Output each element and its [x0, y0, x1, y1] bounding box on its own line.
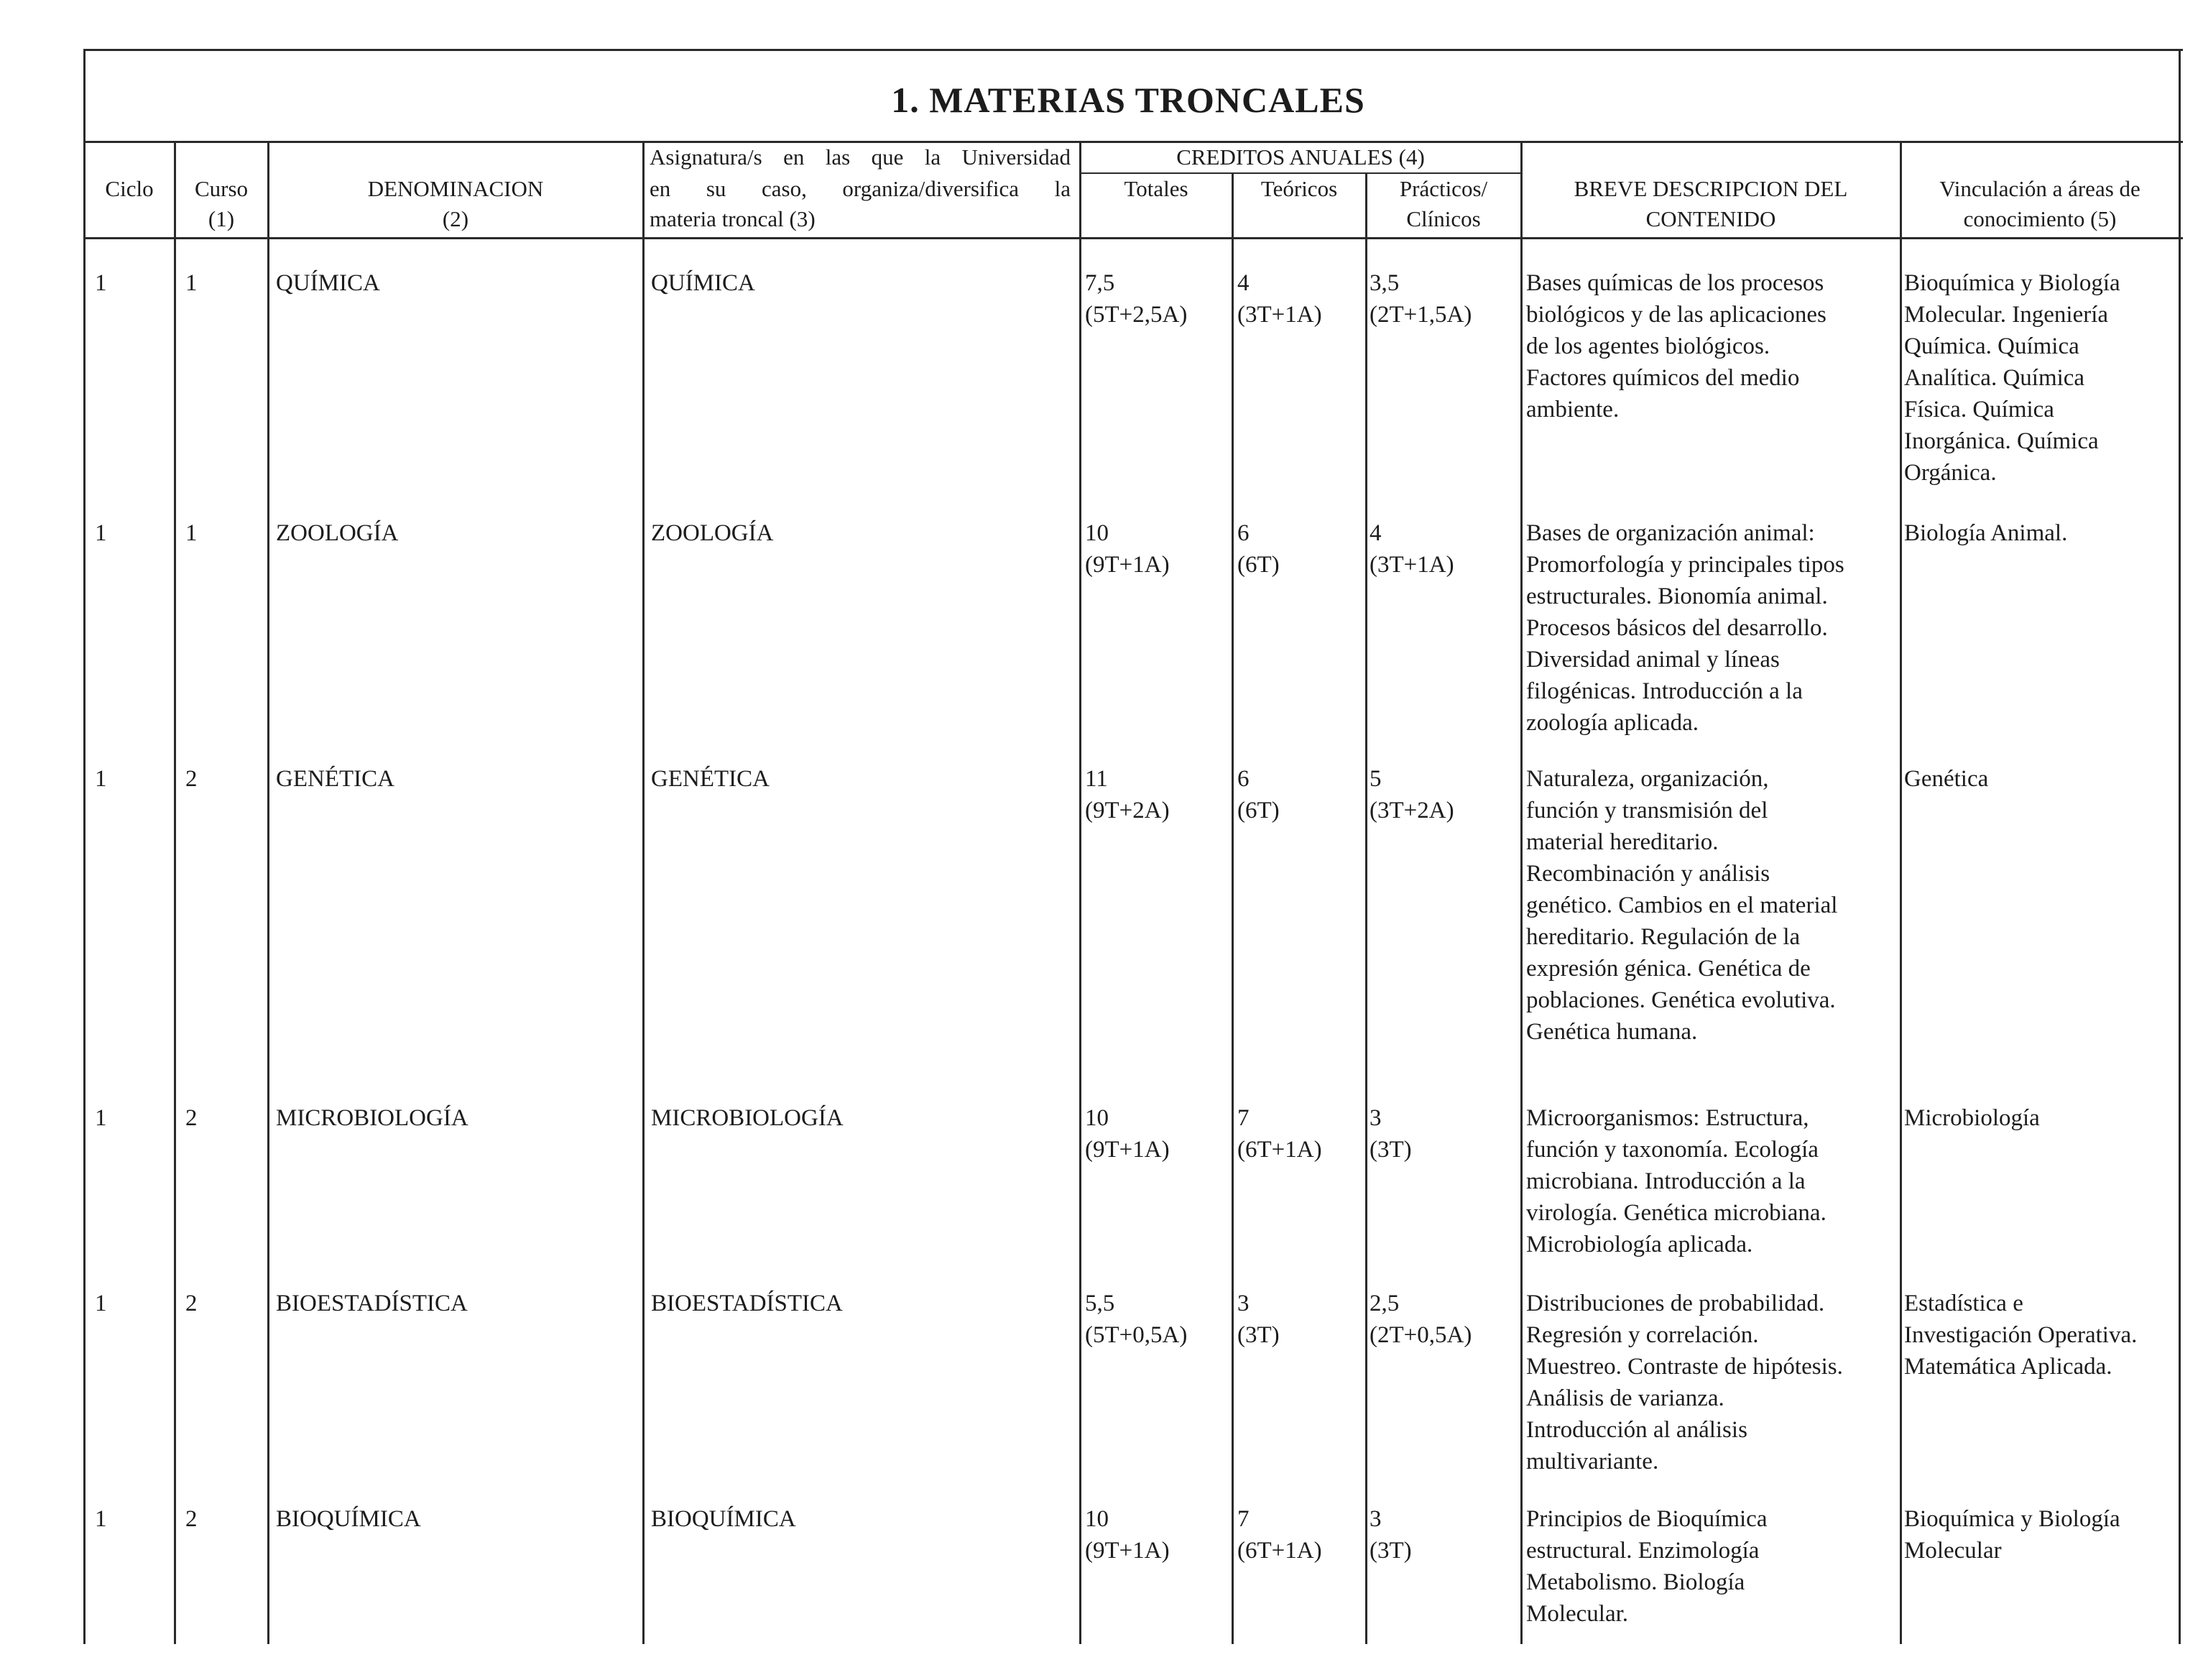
cell-denominacion: BIOESTADÍSTICA	[276, 1291, 468, 1316]
cell-asignatura: MICROBIOLOGÍA	[651, 1105, 844, 1131]
cell-vinculacion: Estadística e Investigación Operativa. Matemática Aplicada.	[1904, 1291, 2138, 1380]
header-asignatura-line1: Asignatura/s en las que la Universidad	[650, 144, 1071, 170]
cell-teoricos: 7 (6T+1A)	[1237, 1506, 1322, 1564]
header-asignatura-line2: en su caso, organiza/diversifica la	[650, 176, 1071, 201]
cell-totales: 7,5 (5T+2,5A)	[1085, 270, 1188, 328]
cell-practicos: 5 (3T+2A)	[1370, 766, 1454, 823]
cell-curso: 2	[185, 1506, 198, 1532]
col-divider-asignatura	[642, 141, 645, 1644]
col-divider-curso	[174, 141, 176, 1644]
cell-vinculacion: Microbiología	[1904, 1105, 2040, 1131]
header-ciclo: Ciclo	[105, 176, 154, 201]
cell-teoricos: 4 (3T+1A)	[1237, 270, 1322, 328]
header-bottom-border	[83, 237, 2183, 239]
cell-denominacion: BIOQUÍMICA	[276, 1506, 421, 1532]
cell-descripcion: Naturaleza, organización, función y transmisión del material hereditario. Recombinación y análisis genético. Cambios en el material hereditario. Regulación de la expresión génica. Genética de poblaciones. Genética evolutiva. Genética humana.	[1526, 766, 1838, 1045]
cell-asignatura: BIOQUÍMICA	[651, 1506, 796, 1532]
cell-denominacion: GENÉTICA	[276, 766, 394, 792]
cell-totales: 5,5 (5T+0,5A)	[1085, 1291, 1188, 1348]
cell-denominacion: QUÍMICA	[276, 270, 380, 296]
cell-totales: 10 (9T+1A)	[1085, 1506, 1170, 1564]
cell-totales: 10 (9T+1A)	[1085, 1105, 1170, 1163]
page-title: 1. MATERIAS TRONCALES	[891, 80, 1365, 120]
cell-teoricos: 6 (6T)	[1237, 766, 1280, 823]
cell-vinculacion: Bioquímica y Biología Molecular	[1904, 1506, 2120, 1564]
cell-asignatura: ZOOLOGÍA	[651, 520, 774, 546]
header-practicos: Prácticos/ Clínicos	[1399, 176, 1488, 231]
header-teoricos: Teóricos	[1260, 176, 1338, 201]
cell-ciclo: 1	[95, 1105, 107, 1131]
col-divider-denominacion	[267, 141, 269, 1644]
col-divider-practicos	[1365, 172, 1367, 1644]
cell-ciclo: 1	[95, 520, 107, 546]
cell-descripcion: Bases químicas de los procesos biológicos y de las aplicaciones de los agentes biológicos. Factores químicos del medio ambiente.	[1526, 270, 1826, 423]
cell-curso: 2	[185, 1105, 198, 1131]
header-asignatura-line3: materia troncal (3)	[650, 206, 816, 231]
cell-vinculacion: Biología Animal.	[1904, 520, 2068, 546]
header-totales: Totales	[1124, 176, 1188, 201]
cell-teoricos: 7 (6T+1A)	[1237, 1105, 1322, 1163]
col-divider-totales	[1079, 141, 1081, 1644]
header-vinculacion: Vinculación a áreas de conocimiento (5)	[1939, 176, 2140, 231]
cell-ciclo: 1	[95, 1506, 107, 1532]
cell-vinculacion: Bioquímica y Biología Molecular. Ingeniería Química. Química Analítica. Química Física. Química Inorgánica. Química Orgánica.	[1904, 270, 2120, 486]
table-top-border	[83, 49, 2183, 51]
cell-asignatura: BIOESTADÍSTICA	[651, 1291, 843, 1316]
cell-asignatura: QUÍMICA	[651, 270, 755, 296]
header-denominacion: DENOMINACION (2)	[367, 176, 544, 231]
cell-practicos: 4 (3T+1A)	[1370, 520, 1454, 578]
cell-practicos: 3 (3T)	[1370, 1506, 1412, 1564]
cell-ciclo: 1	[95, 766, 107, 792]
col-divider-descripcion	[1520, 141, 1523, 1644]
cell-curso: 2	[185, 766, 198, 792]
cell-curso: 1	[185, 270, 198, 296]
table-left-border	[83, 49, 86, 1644]
cell-practicos: 3,5 (2T+1,5A)	[1370, 270, 1472, 328]
header-curso: Curso (1)	[194, 176, 249, 231]
cell-descripcion: Bases de organización animal: Promorfología y principales tipos estructurales. Bionomía animal. Procesos básicos del desarrollo. Diversidad animal y líneas filogénicas. Introducción a la zoología aplicada.	[1526, 520, 1844, 736]
col-divider-vinculacion	[1900, 141, 1902, 1644]
cell-teoricos: 3 (3T)	[1237, 1291, 1280, 1348]
cell-curso: 1	[185, 520, 198, 546]
header-creditos-anuales: CREDITOS ANUALES (4)	[1176, 144, 1425, 170]
cell-practicos: 3 (3T)	[1370, 1105, 1412, 1163]
cell-denominacion: MICROBIOLOGÍA	[276, 1105, 468, 1131]
cell-descripcion: Microorganismos: Estructura, función y taxonomía. Ecología microbiana. Introducción a la virología. Genética microbiana. Microbiología aplicada.	[1526, 1105, 1826, 1257]
header-descripcion: BREVE DESCRIPCION DEL CONTENIDO	[1574, 176, 1848, 231]
cell-teoricos: 6 (6T)	[1237, 520, 1280, 578]
cell-practicos: 2,5 (2T+0,5A)	[1370, 1291, 1472, 1348]
cell-descripcion: Principios de Bioquímica estructural. Enzimología Metabolismo. Biología Molecular.	[1526, 1506, 1768, 1627]
cell-totales: 11 (9T+2A)	[1085, 766, 1170, 823]
cell-ciclo: 1	[95, 270, 107, 296]
col-divider-teoricos	[1232, 172, 1234, 1644]
cell-asignatura: GENÉTICA	[651, 766, 770, 792]
table-right-border	[2179, 49, 2181, 1644]
cell-curso: 2	[185, 1291, 198, 1316]
cell-totales: 10 (9T+1A)	[1085, 520, 1170, 578]
cell-ciclo: 1	[95, 1291, 107, 1316]
cell-denominacion: ZOOLOGÍA	[276, 520, 399, 546]
cell-vinculacion: Genética	[1904, 766, 1989, 792]
cell-descripcion: Distribuciones de probabilidad. Regresión y correlación. Muestreo. Contraste de hipótesis. Análisis de varianza. Introducción al análisis multivariante.	[1526, 1291, 1843, 1474]
